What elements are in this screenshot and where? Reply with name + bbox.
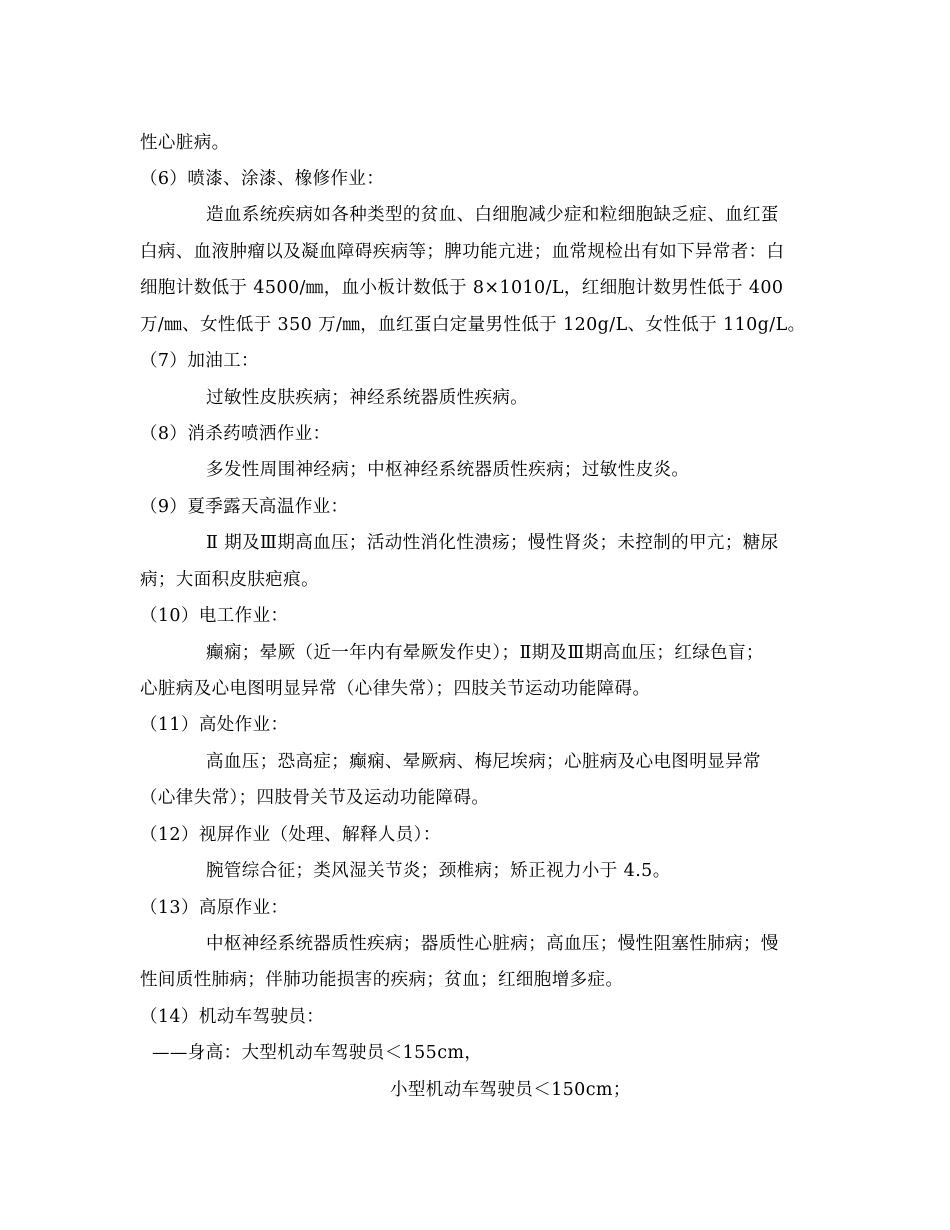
text-line: 心脏病及心电图明显异常（心律失常）；四肢关节运动功能障碍。 bbox=[140, 679, 651, 699]
section-heading: （7）加油工： bbox=[140, 351, 259, 371]
text-line: 性心脏病。 bbox=[140, 133, 230, 153]
section-heading: （10）电工作业： bbox=[140, 606, 289, 626]
text-line: 癫痫；晕厥（近一年内有晕厥发作史）；Ⅱ期及Ⅲ期高血压；红绿色盲； bbox=[206, 643, 764, 663]
text-line: 过敏性皮肤疾病；神经系统器质性疾病。 bbox=[206, 388, 529, 408]
section-heading: （13）高原作业： bbox=[140, 898, 289, 918]
text-line: Ⅱ 期及Ⅲ期高血压；活动性消化性溃疡；慢性肾炎；未控制的甲亢；糖尿 bbox=[206, 533, 779, 553]
text-line: 白病、血液肿瘤以及凝血障碍疾病等；脾功能亢进；血常规检出有如下异常者：白 bbox=[140, 242, 785, 262]
text-line: 中枢神经系统器质性疾病；器质性心脏病；高血压；慢性阻塞性肺病；慢 bbox=[206, 934, 779, 954]
text-line: 多发性周围神经病；中枢神经系统器质性疾病；过敏性皮炎。 bbox=[206, 460, 690, 480]
text-line: 高血压；恐高症；癫痫、晕厥病、梅尼埃病；心脏病及心电图明显异常 bbox=[206, 752, 761, 772]
text-line: ——身高：大型机动车驾驶员＜155cm， bbox=[152, 1043, 483, 1063]
section-heading: （6）喷漆、涂漆、橡修作业： bbox=[140, 169, 385, 189]
text-line: 腕管综合征；类风湿关节炎；颈椎病；矫正视力小于 4.5。 bbox=[206, 861, 671, 881]
text-line: 造血系统疾病如各种类型的贫血、白细胞减少症和粒细胞缺乏症、血红蛋 bbox=[206, 205, 779, 225]
section-heading: （8）消杀药喷洒作业： bbox=[140, 424, 331, 444]
section-heading: （14）机动车驾驶员： bbox=[140, 1007, 325, 1027]
text-line: （心律失常）；四肢骨关节及运动功能障碍。 bbox=[140, 788, 490, 808]
text-line: 病；大面积皮肤疤痕。 bbox=[140, 570, 319, 590]
section-heading: （11）高处作业： bbox=[140, 715, 289, 735]
text-line: 万/㎜、女性低于 350 万/㎜，血红蛋白定量男性低于 120g/L、女性低于 110g/L。 bbox=[140, 315, 806, 335]
text-line: 小型机动车驾驶员＜150cm； bbox=[390, 1080, 631, 1100]
text-line: 细胞计数低于 4500/㎜，血小板计数低于 8×1010/L，红细胞计数男性低于 400 bbox=[140, 278, 784, 298]
section-heading: （12）视屏作业（处理、解释人员）： bbox=[140, 825, 441, 845]
text-line: 性间质性肺病；伴肺功能损害的疾病；贫血；红细胞增多症。 bbox=[140, 970, 624, 990]
section-heading: （9）夏季露天高温作业： bbox=[140, 497, 349, 517]
